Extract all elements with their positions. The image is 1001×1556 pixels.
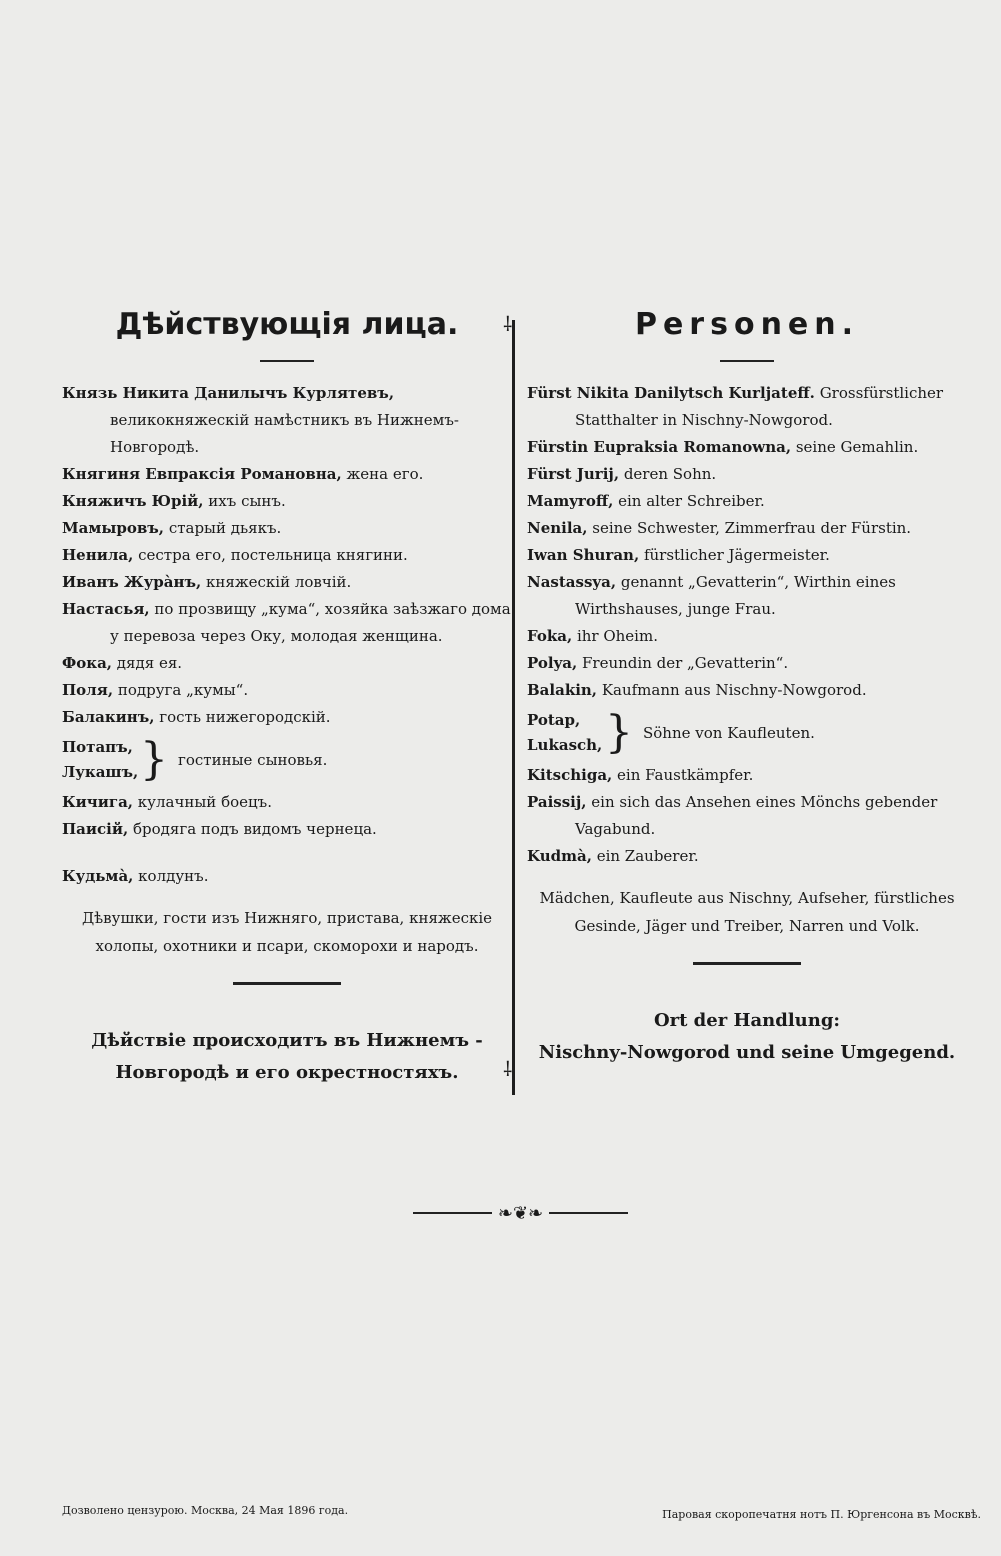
divider-ornament-icon: ⸸: [503, 312, 513, 336]
pair-desc: гостиные сыновья.: [178, 751, 328, 769]
fleuron-icon: ❧❦❧: [497, 1202, 544, 1224]
cast-entry: Fürstin Eupraksia Romanowna, seine Gemahlin.: [527, 438, 919, 456]
cast-entry: Поля, подруга „кумы“.: [62, 681, 249, 699]
cast-entry: Княжичъ Юрій, ихъ сынъ.: [62, 492, 286, 510]
title-rule: [720, 360, 774, 362]
cast-entry: Fürst Jurij, deren Sohn.: [527, 465, 717, 483]
pair-name: Лукашъ,: [62, 763, 139, 781]
section-rule: [693, 962, 801, 965]
russian-place: Дѣйствіе происходитъ въ Нижнемъ - Новгородѣ и его окрестностяхъ.: [91, 1030, 483, 1083]
cast-entry: Паисій, бродяга подъ видомъ чернеца.: [62, 820, 377, 838]
pair-name: Lukasch,: [527, 736, 603, 754]
russian-title: Дѣйствующія лица.: [115, 307, 459, 342]
cast-entry: Iwan Shuran, fürstlicher Jägermeister.: [527, 546, 830, 564]
cast-entry: Князь Никита Данилычъ Курлятевъ, великокняжескій намѣстникъ въ Нижнемъ-Новгородѣ.: [62, 384, 459, 456]
cast-entry: Мамыровъ, старый дьякъ.: [62, 519, 282, 537]
german-extras: Mädchen, Kaufleute aus Nischny, Aufseher, fürstliches Gesinde, Jäger und Treiber, Narren und Volk.: [539, 889, 955, 935]
brace-icon: }: [605, 707, 633, 758]
tailpiece-ornament: [413, 1200, 628, 1226]
printer-note: Паровая скоропечатня нотъ П. Юргенсона въ Москвѣ.: [662, 1508, 981, 1521]
cast-entry: Nastassya, genannt „Gevatterin“, Wirthin eines Wirthshauses, junge Frau.: [527, 573, 896, 618]
divider-ornament-icon: ⸸: [503, 1057, 513, 1081]
german-place-heading: Ort der Handlung:: [653, 1010, 841, 1031]
cast-entry: Balakin, Kaufmann aus Nischny-Nowgorod.: [527, 681, 867, 699]
cast-entry: Polya, Freundin der „Gevatterin“.: [527, 654, 789, 672]
cast-entry: Ненила, сестра его, постельница княгини.: [62, 546, 408, 564]
cast-entry: Кичига, кулачный боецъ.: [62, 793, 272, 811]
section-rule: [233, 982, 341, 985]
cast-entry: Кудьмà, колдунъ.: [62, 867, 209, 885]
title-rule: [260, 360, 314, 362]
cast-entry: Kitschiga, ein Faustkämpfer.: [527, 766, 754, 784]
cast-entry: Paissij, ein sich das Ansehen eines Mönchs gebender Vagabund.: [527, 793, 938, 838]
german-cast-list: [527, 380, 967, 870]
column-divider: [512, 320, 515, 1095]
cast-entry: Настасья, по прозвищу „кума“, хозяйка заѣзжаго дома у перевоза через Оку, молодая женщина.: [62, 600, 511, 645]
brace-icon: }: [140, 734, 168, 785]
cast-entry: Mamyroff, ein alter Schreiber.: [527, 492, 765, 510]
cast-entry: Fürst Nikita Danilytsch Kurljateff. Grossfürstlicher Statthalter in Nischny-Nowgorod.: [527, 384, 944, 429]
german-title: Personen.: [634, 307, 860, 342]
cast-entry: Княгиня Евпраксія Романовна, жена его.: [62, 465, 424, 483]
pair-name: Потапъ,: [62, 738, 133, 756]
cast-entry: Foka, ihr Oheim.: [527, 627, 658, 645]
german-place: Nischny-Nowgorod und seine Umgegend.: [538, 1042, 956, 1063]
cast-entry: Иванъ Журàнъ, княжескій ловчій.: [62, 573, 352, 591]
pair-desc: Söhne von Kaufleuten.: [643, 724, 815, 742]
cast-pair: [62, 735, 512, 785]
russian-extras: Дѣвушки, гости изъ Нижняго, пристава, княжескіе холопы, охотники и псари, скоморохи и народъ.: [81, 909, 493, 955]
cast-entry: Kudmà, ein Zauberer.: [527, 847, 699, 865]
cast-entry: Фока, дядя ея.: [62, 654, 183, 672]
russian-cast-list: [62, 380, 512, 890]
censorship-note: Дозволено цензурою. Москва, 24 Мая 1896 года.: [62, 1504, 349, 1517]
cast-entry: Балакинъ, гость нижегородскій.: [62, 708, 331, 726]
cast-pair: [527, 708, 967, 758]
cast-entry: Nenila, seine Schwester, Zimmerfrau der Fürstin.: [527, 519, 912, 537]
pair-name: Potap,: [527, 711, 581, 729]
german-column: [527, 300, 967, 1069]
russian-column: [62, 300, 512, 1089]
